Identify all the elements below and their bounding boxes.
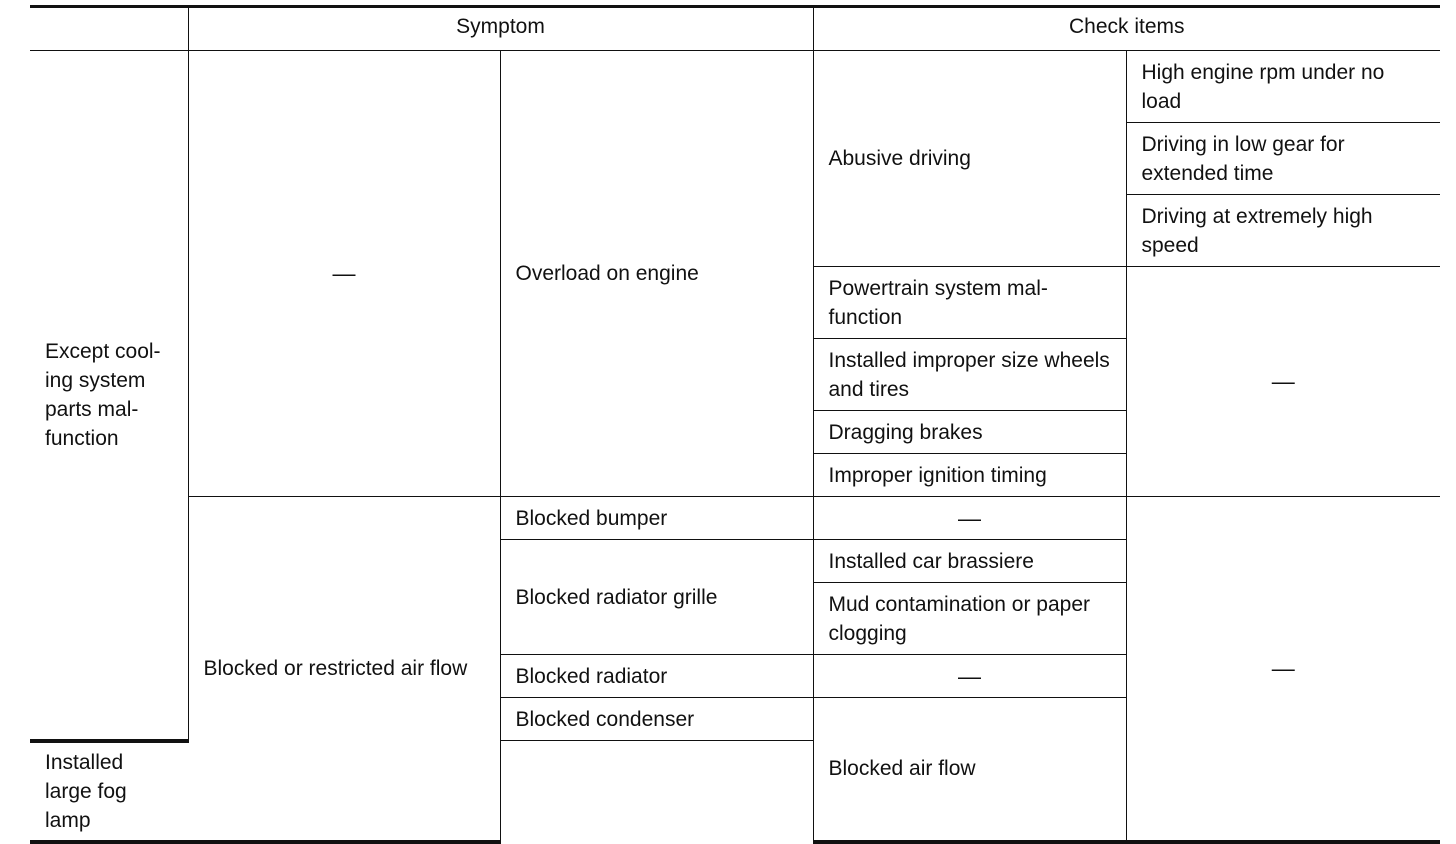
blocked-condenser-symptom: Blocked condenser: [500, 698, 813, 741]
group1-label: —: [188, 51, 500, 497]
symptom-table: [30, 5, 1440, 844]
group2-detail: —: [1126, 497, 1440, 842]
grille-check-item: Mud contamination or paper clogging: [813, 583, 1126, 655]
grille-check-item: Installed car brassiere: [813, 540, 1126, 583]
symptom-table-container: [30, 5, 1440, 844]
blocked-radiator-symptom: Blocked radiator: [500, 655, 813, 698]
abusive-detail-item: High engine rpm under no load: [1126, 51, 1440, 123]
blocked-bumper-check: —: [813, 497, 1126, 540]
overload-check-item: Dragging brakes: [813, 411, 1126, 454]
abusive-detail-item: Driving at extremely high speed: [1126, 195, 1440, 267]
blocked-grille-symptom: Blocked radiator grille: [500, 540, 813, 655]
header-check-items: Check items: [813, 7, 1440, 51]
abusive-detail-item: Driving in low gear for extended time: [1126, 123, 1440, 195]
fog-lamp-symptom: Installed large fog lamp: [30, 741, 188, 842]
blocked-radiator-check: —: [813, 655, 1126, 698]
category-label: Except cool- ing system parts mal- function: [45, 339, 161, 450]
overload-others-detail: —: [1126, 267, 1440, 497]
category-cell: [30, 51, 188, 741]
overload-check-item: Installed improper size wheels and tires: [813, 339, 1126, 411]
overload-check-item: Improper ignition timing: [813, 454, 1126, 497]
blocked-bumper-symptom: Blocked bumper: [500, 497, 813, 540]
overload-symptom: Overload on engine: [500, 51, 813, 497]
header-symptom: Symptom: [188, 7, 813, 51]
overload-check-item: [813, 267, 1126, 339]
abusive-driving-check: Abusive driving: [813, 51, 1126, 267]
overload-check-item-text: Powertrain system mal- function: [828, 276, 1048, 329]
blocked-airflow-check: Blocked air flow: [813, 698, 1126, 842]
group2-label: Blocked or restricted air flow: [188, 497, 500, 842]
header-empty-cell: [30, 7, 188, 51]
